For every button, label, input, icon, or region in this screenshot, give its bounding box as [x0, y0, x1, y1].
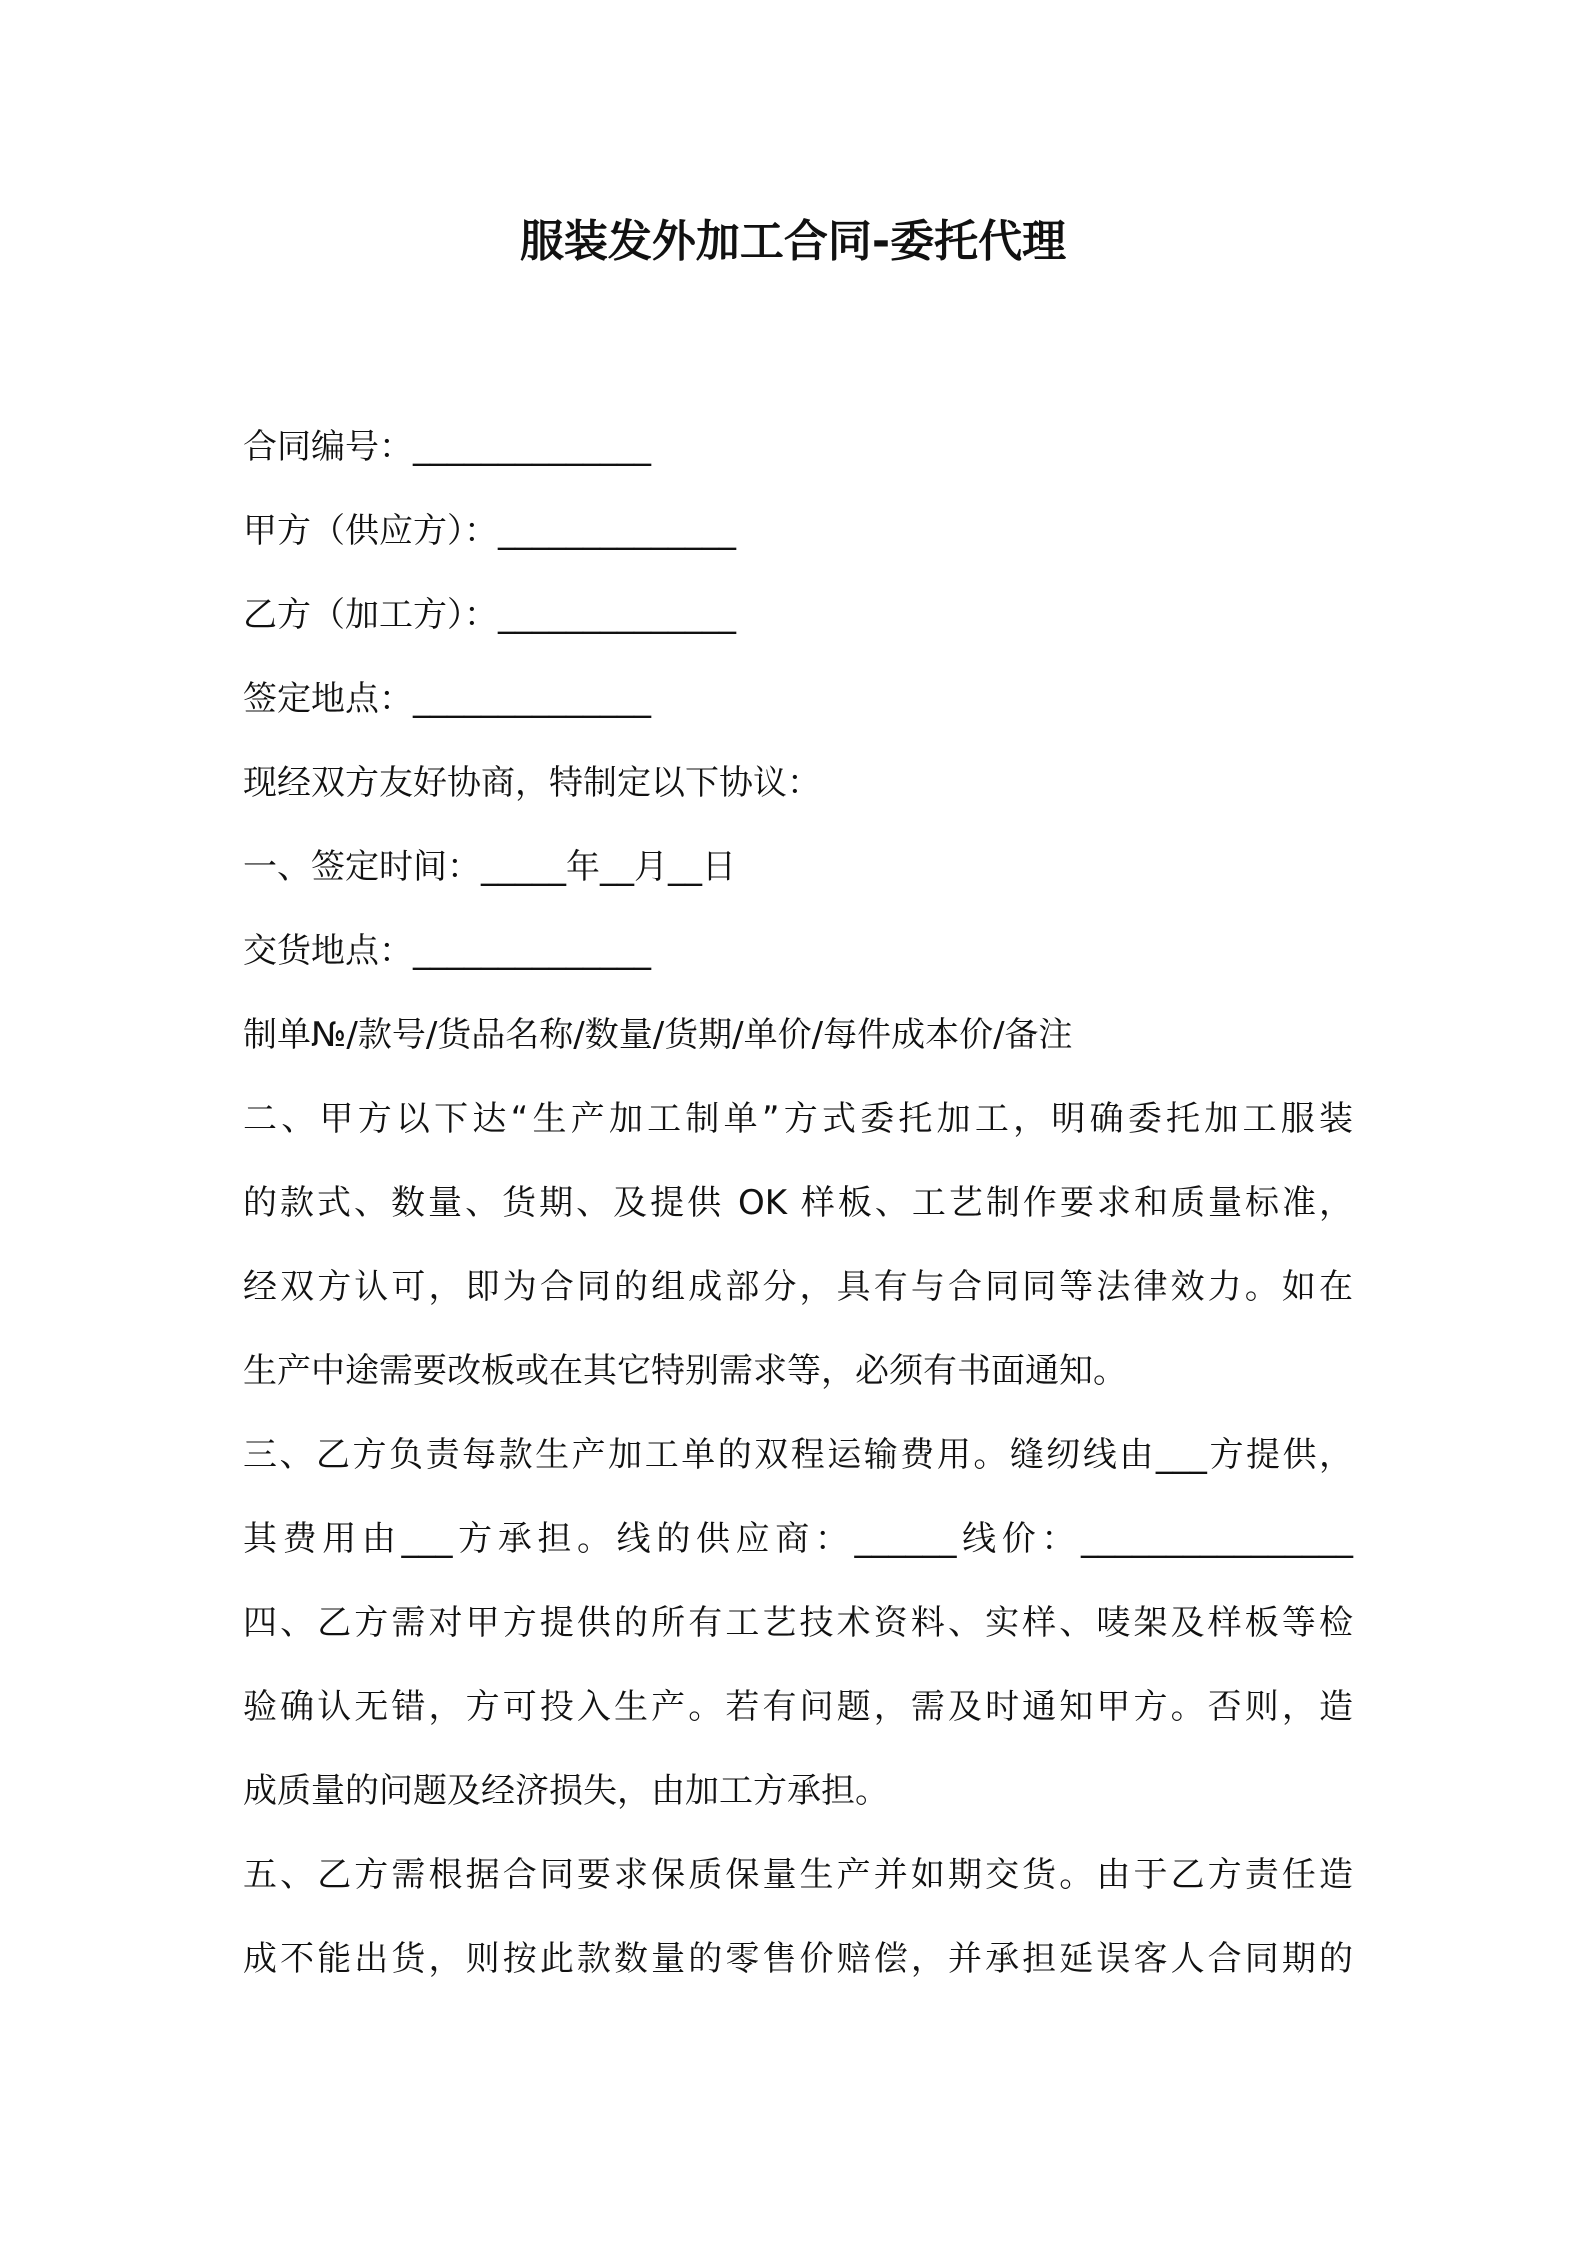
document-title: 服装发外加工合同-委托代理 — [519, 216, 1067, 267]
delivery-place-line: 交货地点：______________ — [243, 931, 651, 971]
clause-2-line-1: 二、甲方以下达“生产加工制单”方式委托加工，明确委托加工服装 — [243, 1099, 1353, 1139]
clause-4-line-1: 四、乙方需对甲方提供的所有工艺技术资料、实样、唛架及样板等检 — [243, 1603, 1353, 1643]
clause-5-line-2: 成不能出货，则按此款数量的零售价赔偿，并承担延误客人合同期的 — [243, 1939, 1353, 1979]
document-body — [243, 405, 1353, 2001]
signing-place-line: 签定地点：______________ — [243, 679, 651, 719]
clause-3-line-1: 三、乙方负责每款生产加工单的双程运输费用。缝纫线由___方提供， — [243, 1435, 1353, 1475]
clause-4-line-3: 成质量的问题及经济损失，由加工方承担。 — [243, 1771, 889, 1811]
clause-2-line-3: 经双方认可，即为合同的组成部分，具有与合同同等法律效力。如在 — [243, 1267, 1353, 1307]
clause-5-line-1: 五、乙方需根据合同要求保质保量生产并如期交货。由于乙方责任造 — [243, 1855, 1353, 1895]
party-a-line: 甲方（供应方）：______________ — [243, 511, 736, 551]
party-b-line: 乙方（加工方）：______________ — [243, 595, 736, 635]
order-fields-line: 制单№/款号/货品名称/数量/货期/单价/每件成本价/备注 — [243, 1015, 1073, 1055]
intro-line: 现经双方友好协商，特制定以下协议： — [243, 763, 821, 803]
clause-2-line-4: 生产中途需要改板或在其它特别需求等，必须有书面通知。 — [243, 1351, 1127, 1391]
clause-2-line-2: 的款式、数量、货期、及提供 OK 样板、工艺制作要求和质量标准， — [243, 1183, 1353, 1223]
clause-1-line: 一、签定时间：_____年__月__日 — [243, 847, 736, 887]
clause-4-line-2: 验确认无错，方可投入生产。若有问题，需及时通知甲方。否则，造 — [243, 1687, 1353, 1727]
clause-3-line-2: 其费用由___方承担。线的供应商：______线价：________________ — [243, 1519, 1353, 1559]
contract-number-line: 合同编号：______________ — [243, 427, 651, 467]
